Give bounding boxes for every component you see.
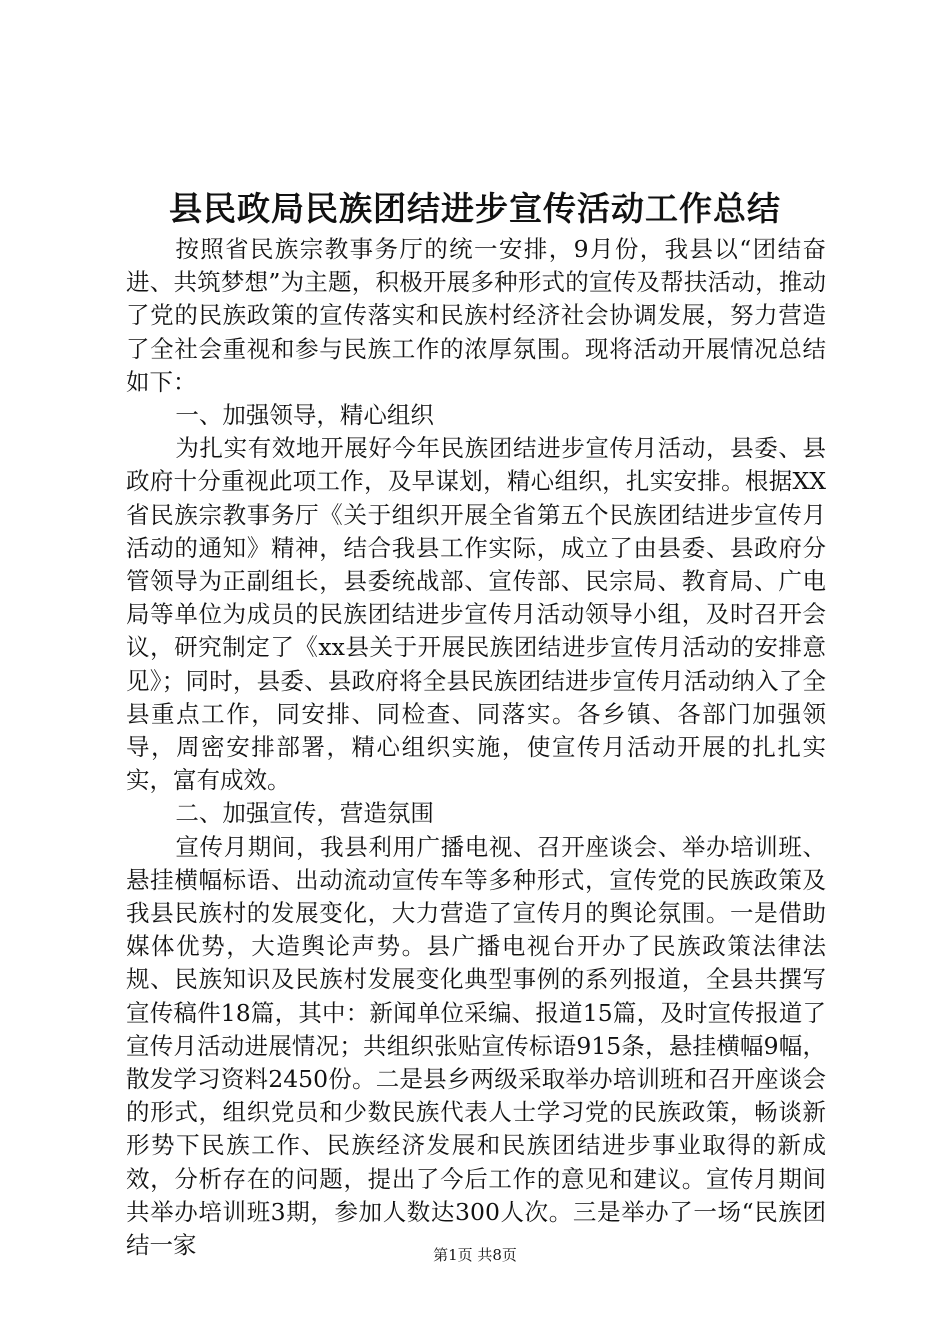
- paragraph-section-1: 为扎实有效地开展好今年民族团结进步宣传月活动，县委、县政府十分重视此项工作，及早谋划，精心组织，扎实安排。根据XX省民族宗教事务厅《关于组织开展全省第五个民族团结进步宣传月活动的通知》精神，结合我县工作实际，成立了由县委、县政府分管领导为正副组长，县委统战部、宣传部、民宗局、教育局、广电局等单位为成员的民族团结进步宣传月活动领导小组，及时召开会议，研究制定了《xx县关于开展民族团结进步宣传月活动的安排意见》；同时，县委、县政府将全县民族团结进步宣传月活动纳入了全县重点工作，同安排、同检查、同落实。各乡镇、各部门加强领导，周密安排部署，精心组织实施，使宣传月活动开展的扎扎实实，富有成效。: [126, 434, 826, 795]
- paragraph-intro: 按照省民族宗教事务厅的统一安排，9月份，我县以“团结奋进、共筑梦想”为主题，积极开展多种形式的宣传及帮扶活动，推动了党的民族政策的宣传落实和民族村经济社会协调发展，努力营造了全社会重视和参与民族工作的浓厚氛围。现将活动开展情况总结如下：: [126, 235, 826, 396]
- section-heading-1: 一、加强领导，精心组织: [175, 401, 434, 430]
- section-heading-2: 二、加强宣传，营造氛围: [175, 799, 434, 828]
- paragraph-section-2: 宣传月期间，我县利用广播电视、召开座谈会、举办培训班、悬挂横幅标语、出动流动宣传车等多种形式，宣传党的民族政策及我县民族村的发展变化，大力营造了宣传月的舆论氛围。一是借助媒体优势，大造舆论声势。县广播电视台开办了民族政策法律法规、民族知识及民族村发展变化典型事例的系列报道，全县共撰写宣传稿件18篇，其中：新闻单位采编、报道15篇，及时宣传报道了宣传月活动进展情况；共组织张贴宣传标语915条，悬挂横幅9幅，散发学习资料2450份。二是县乡两级采取举办培训班和召开座谈会的形式，组织党员和少数民族代表人士学习党的民族政策，畅谈新形势下民族工作、民族经济发展和民族团结进步事业取得的新成效，分析存在的问题，提出了今后工作的意见和建议。宣传月期间共举办培训班3期，参加人数达300人次。三是举办了一场“民族团结一家: [126, 832, 826, 1260]
- document-title: 县民政局民族团结进步宣传活动工作总结: [169, 189, 781, 228]
- page-footer: 第1页 共8页: [433, 1246, 517, 1264]
- document-body: [126, 233, 826, 1262]
